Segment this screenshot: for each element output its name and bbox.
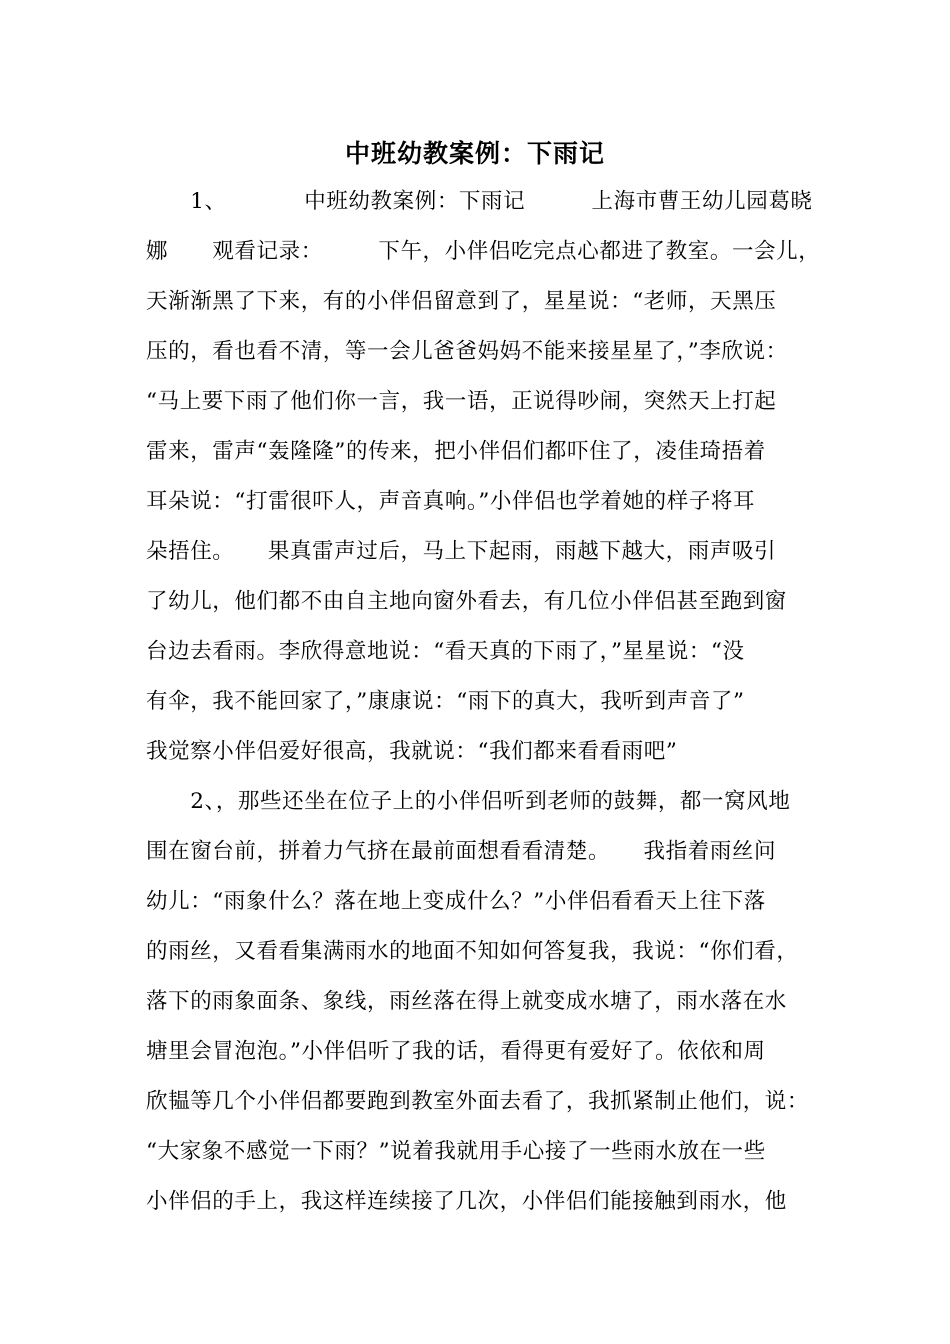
- body-line-6: 雷来，雷声“轰隆隆”的传来，把小伴侣们都吓住了，凌佳琦捂着: [146, 439, 766, 464]
- body-line-20: “大家象不感觉一下雨？”说着我就用手心接了一些雨水放在一些: [146, 1139, 766, 1164]
- body-line-11: 有伞，我不能回家了，”康康说：“雨下的真大，我听到声音了”: [146, 689, 745, 714]
- body-line-16: 的雨丝，又看看集满雨水的地面不知如何答复我，我说：“你们看，: [146, 939, 799, 964]
- document-title: 中班幼教案例：下雨记: [344, 139, 605, 168]
- body-line-8: 朵捂住。 果真雷声过后，马上下起雨，雨越下越大，雨声吸引: [146, 539, 777, 564]
- body-line-5: “马上要下雨了他们你一言，我一语，正说得吵闹，突然天上打起: [146, 389, 777, 414]
- body-line-10: 台边去看雨。李欣得意地说：“看天真的下雨了，”星星说：“没: [146, 639, 745, 664]
- body-line-12: 我觉察小伴侣爱好很高，我就说：“我们都来看看雨吧”: [146, 739, 678, 764]
- body-line-13: 2、，那些还坐在位子上的小伴侣听到老师的鼓舞，都一窝风地: [146, 789, 791, 814]
- body-line-2: 娜 观看记录： 下午，小伴侣吃完点心都进了教室。一会儿，: [146, 239, 821, 264]
- body-line-18: 塘里会冒泡泡。”小伴侣听了我的话，看得更有爱好了。依依和周: [146, 1039, 766, 1064]
- body-line-14: 围在窗台前，拼着力气挤在最前面想看看清楚。 我指着雨丝问: [146, 839, 777, 864]
- body-line-1: 1、 中班幼教案例：下雨记 上海市曹王幼儿园葛晓: [146, 189, 813, 214]
- body-line-9: 了幼儿，他们都不由自主地向窗外看去，有几位小伴侣甚至跑到窗: [146, 589, 787, 614]
- body-line-21: 小伴侣的手上，我这样连续接了几次，小伴侣们能接触到雨水，他: [146, 1189, 787, 1214]
- body-line-17: 落下的雨象面条、象线，雨丝落在得上就变成水塘了，雨水落在水: [146, 989, 787, 1014]
- body-line-4: 压的，看也看不清，等一会儿爸爸妈妈不能来接星星了，”李欣说：: [146, 339, 788, 364]
- body-line-3: 天渐渐黑了下来，有的小伴侣留意到了，星星说：“老师，天黑压: [146, 289, 777, 314]
- body-line-15: 幼儿：“雨象什么？落在地上变成什么？”小伴侣看看天上往下落: [146, 889, 766, 914]
- body-line-7: 耳朵说：“打雷很吓人，声音真响。”小伴侣也学着她的样子将耳: [146, 489, 756, 514]
- body-line-19: 欣韫等几个小伴侣都要跑到教室外面去看了，我抓紧制止他们，说：: [146, 1089, 810, 1114]
